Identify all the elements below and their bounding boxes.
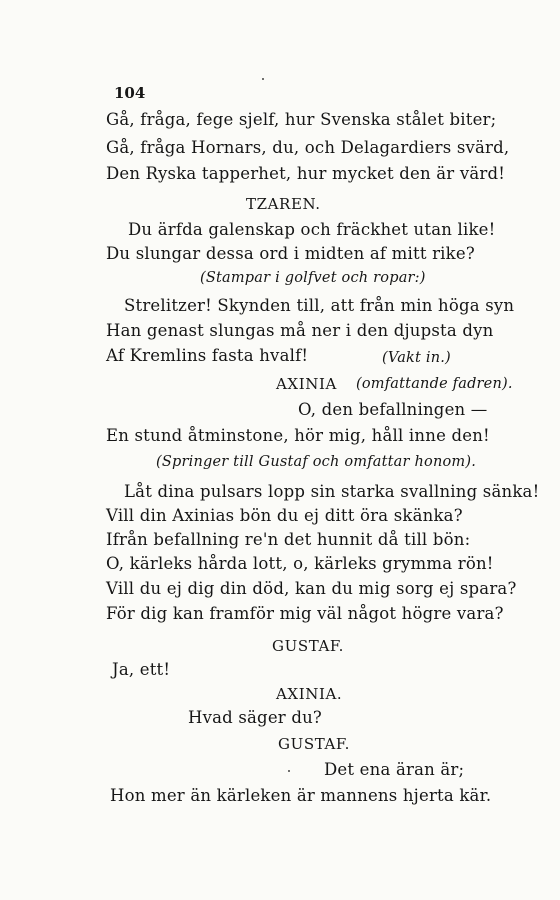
verse-line: Du slungar dessa ord i midten af mitt rike? (106, 244, 475, 263)
verse-line: Gå, fråga Hornars, du, och Delagardiers svärd, (106, 138, 510, 157)
speaker-name: AXINIA (276, 375, 337, 393)
verse-line: Hvad säger du? (188, 708, 322, 727)
verse-line: Den Ryska tapperhet, hur mycket den är värd! (106, 164, 506, 183)
ink-speck (262, 78, 264, 80)
stage-direction: (omfattande fadren). (356, 376, 513, 392)
verse-line: Strelitzer! Skynden till, att från min höga syn (124, 296, 515, 315)
stage-direction: (Springer till Gustaf och omfattar honom). (156, 454, 477, 470)
ink-speck (288, 770, 290, 772)
verse-line: Hon mer än kärleken är mannens hjerta kär. (110, 786, 492, 805)
speaker-name: GUSTAF. (272, 637, 344, 655)
stage-direction: (Stampar i golfvet och ropar:) (200, 270, 426, 286)
verse-line: Vill din Axinias bön du ej ditt öra skänka? (106, 506, 463, 525)
verse-line: För dig kan framför mig väl något högre vara? (106, 604, 504, 623)
verse-line: Gå, fråga, fege sjelf, hur Svenska stålet biter; (106, 110, 497, 129)
verse-line: Ja, ett! (112, 660, 171, 679)
verse-line: Han genast slungas må ner i den djupsta dyn (106, 321, 494, 340)
verse-line: En stund åtminstone, hör mig, håll inne den! (106, 426, 490, 445)
speaker-name: GUSTAF. (278, 735, 350, 753)
verse-line: Ifrån befallning re'n det hunnit då till bön: (106, 530, 471, 549)
verse-line: Du ärfda galenskap och fräckhet utan like! (128, 220, 496, 239)
verse-line: O, kärleks hårda lott, o, kärleks grymma rön! (106, 554, 494, 573)
stage-direction: (Vakt in.) (382, 350, 451, 366)
page-number: 104 (114, 84, 146, 102)
verse-line: Af Kremlins fasta hvalf! (106, 346, 309, 365)
verse-line: Det ena äran är; (324, 760, 465, 779)
verse-line: Vill du ej dig din död, kan du mig sorg ej spara? (106, 579, 517, 598)
verse-line: O, den befallningen — (298, 400, 488, 419)
speaker-name: AXINIA. (276, 685, 343, 703)
verse-line: Låt dina pulsars lopp sin starka svallning sänka! (124, 482, 540, 501)
speaker-name: TZAREN. (246, 195, 321, 213)
